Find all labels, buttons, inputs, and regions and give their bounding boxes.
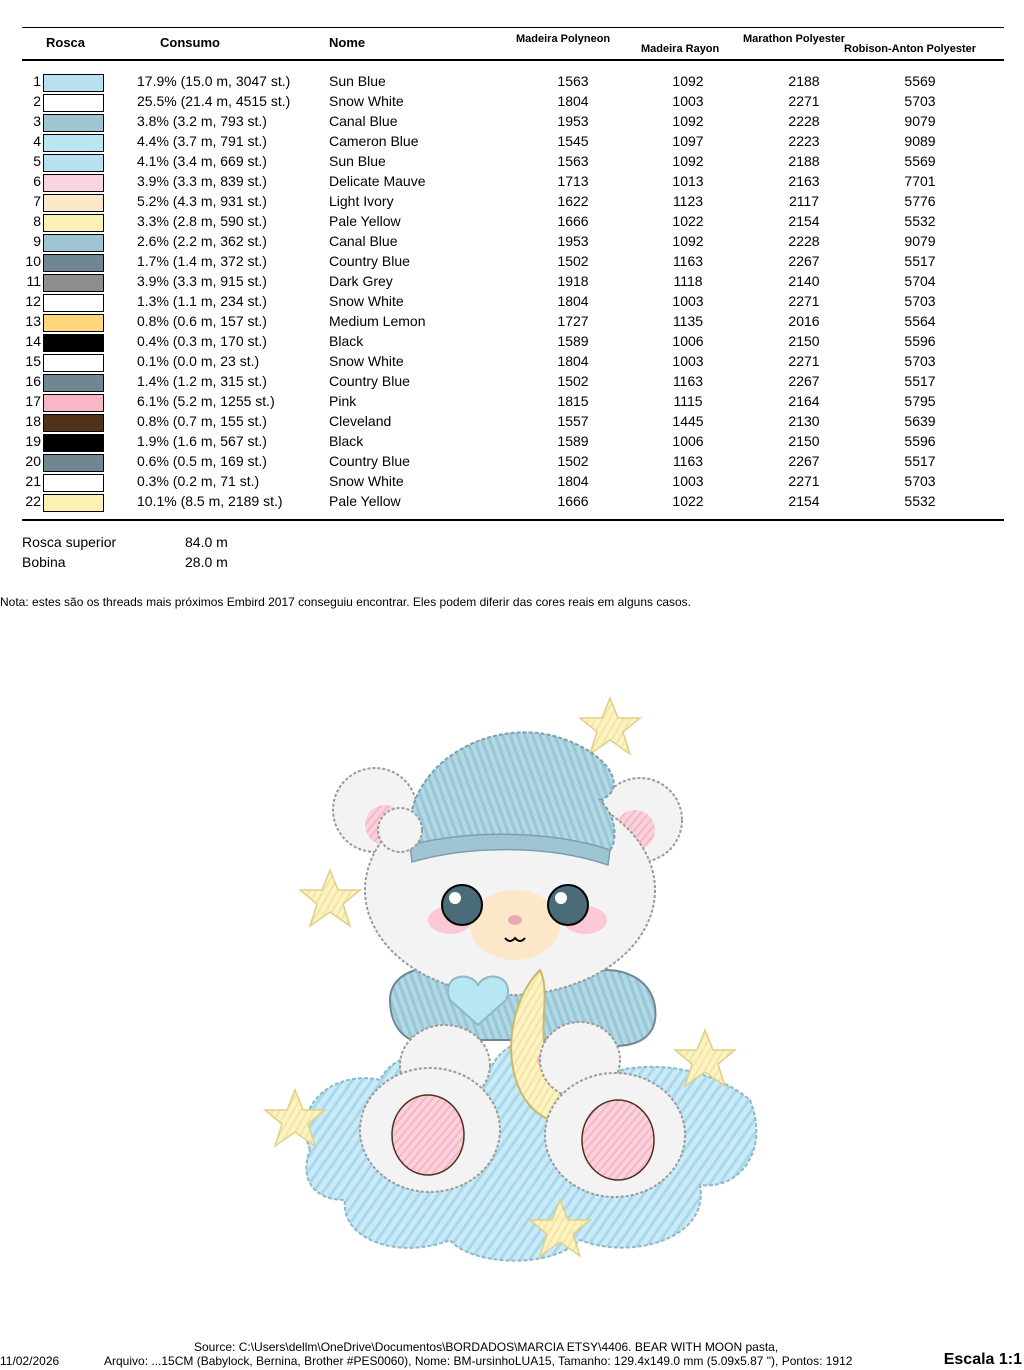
row-nome: Country Blue — [329, 253, 410, 269]
row-robison-anton: 5596 — [904, 433, 936, 449]
row-madeira-polyneon: 1545 — [557, 133, 589, 149]
row-madeira-polyneon: 1666 — [557, 493, 589, 509]
row-madeira-rayon: 1003 — [672, 93, 704, 109]
table-row — [0, 112, 1024, 132]
row-marathon-polyester: 2150 — [788, 333, 820, 349]
color-swatch — [43, 254, 104, 272]
row-nome: Country Blue — [329, 373, 410, 389]
header-madeira-rayon: Madeira Rayon — [641, 43, 720, 55]
row-robison-anton: 5703 — [904, 473, 936, 489]
row-marathon-polyester: 2271 — [788, 473, 820, 489]
color-swatch — [43, 274, 104, 292]
row-madeira-rayon: 1022 — [672, 213, 704, 229]
row-madeira-polyneon: 1804 — [557, 293, 589, 309]
row-consumo: 17.9% (15.0 m, 3047 st.) — [137, 73, 291, 89]
color-swatch — [43, 334, 104, 352]
row-number: 14 — [25, 333, 41, 349]
row-number: 8 — [33, 213, 41, 229]
row-consumo: 0.6% (0.5 m, 169 st.) — [137, 453, 267, 469]
row-nome: Pale Yellow — [329, 213, 401, 229]
row-madeira-rayon: 1163 — [672, 253, 704, 269]
row-nome: Medium Lemon — [329, 313, 426, 329]
row-consumo: 3.9% (3.3 m, 915 st.) — [137, 273, 267, 289]
row-madeira-polyneon: 1563 — [557, 153, 589, 169]
row-robison-anton: 5795 — [904, 393, 936, 409]
row-consumo: 5.2% (4.3 m, 931 st.) — [137, 193, 267, 209]
row-robison-anton: 5704 — [904, 273, 936, 289]
row-consumo: 1.4% (1.2 m, 315 st.) — [137, 373, 267, 389]
row-madeira-rayon: 1163 — [672, 373, 704, 389]
row-consumo: 25.5% (21.4 m, 4515 st.) — [137, 93, 291, 109]
row-number: 2 — [33, 93, 41, 109]
row-robison-anton: 5569 — [904, 153, 936, 169]
table-row — [0, 432, 1024, 452]
row-nome: Snow White — [329, 93, 404, 109]
row-marathon-polyester: 2267 — [788, 373, 820, 389]
color-swatch — [43, 314, 104, 332]
row-madeira-rayon: 1092 — [672, 233, 704, 249]
row-number: 18 — [25, 413, 41, 429]
row-robison-anton: 5532 — [904, 493, 936, 509]
row-marathon-polyester: 2267 — [788, 453, 820, 469]
row-marathon-polyester: 2271 — [788, 293, 820, 309]
row-marathon-polyester: 2228 — [788, 233, 820, 249]
row-robison-anton: 9079 — [904, 113, 936, 129]
row-nome: Canal Blue — [329, 233, 398, 249]
header-nome: Nome — [329, 35, 366, 50]
table-row — [0, 132, 1024, 152]
row-madeira-rayon: 1013 — [672, 173, 704, 189]
table-header-rule — [22, 59, 1004, 61]
table-bottom-rule — [22, 519, 1004, 521]
row-madeira-polyneon: 1815 — [557, 393, 589, 409]
row-marathon-polyester: 2271 — [788, 93, 820, 109]
row-consumo: 2.6% (2.2 m, 362 st.) — [137, 233, 267, 249]
row-nome: Sun Blue — [329, 153, 386, 169]
row-number: 16 — [25, 373, 41, 389]
row-consumo: 3.3% (2.8 m, 590 st.) — [137, 213, 267, 229]
bobina-value: 28.0 m — [185, 554, 228, 570]
color-swatch — [43, 474, 104, 492]
row-madeira-rayon: 1163 — [672, 453, 704, 469]
row-number: 20 — [25, 453, 41, 469]
note-text: Nota: estes são os threads mais próximos Embird 2017 conseguiu encontrar. Eles podem diferir das cores reais em alguns casos. — [0, 595, 692, 609]
row-robison-anton: 7701 — [904, 173, 936, 189]
row-madeira-rayon: 1135 — [672, 313, 704, 329]
table-row — [0, 192, 1024, 212]
row-madeira-polyneon: 1727 — [557, 313, 589, 329]
color-swatch — [43, 494, 104, 512]
row-madeira-polyneon: 1953 — [557, 233, 589, 249]
row-consumo: 0.3% (0.2 m, 71 st.) — [137, 473, 260, 489]
color-swatch — [43, 374, 104, 392]
row-nome: Black — [329, 433, 364, 449]
table-row — [0, 472, 1024, 492]
color-swatch — [43, 114, 104, 132]
color-swatch — [43, 74, 104, 92]
row-madeira-rayon: 1022 — [672, 493, 704, 509]
row-number: 3 — [33, 113, 41, 129]
row-marathon-polyester: 2223 — [788, 133, 820, 149]
table-row — [0, 332, 1024, 352]
color-swatch — [43, 294, 104, 312]
row-number: 17 — [25, 393, 41, 409]
row-madeira-rayon: 1003 — [672, 353, 704, 369]
row-madeira-polyneon: 1502 — [557, 453, 589, 469]
row-number: 10 — [25, 253, 41, 269]
embroidery-preview — [250, 680, 770, 1280]
row-marathon-polyester: 2188 — [788, 153, 820, 169]
row-madeira-polyneon: 1804 — [557, 353, 589, 369]
row-consumo: 0.1% (0.0 m, 23 st.) — [137, 353, 260, 369]
row-madeira-polyneon: 1557 — [557, 413, 589, 429]
row-nome: Canal Blue — [329, 113, 398, 129]
row-madeira-polyneon: 1502 — [557, 373, 589, 389]
row-number: 21 — [25, 473, 41, 489]
table-row — [0, 452, 1024, 472]
row-madeira-polyneon: 1953 — [557, 113, 589, 129]
bobina-label: Bobina — [22, 554, 66, 570]
row-nome: Dark Grey — [329, 273, 393, 289]
rosca-superior-value: 84.0 m — [185, 534, 228, 550]
thread-table — [0, 72, 1024, 512]
color-swatch — [43, 434, 104, 452]
night-cap — [409, 732, 614, 850]
row-consumo: 1.3% (1.1 m, 234 st.) — [137, 293, 267, 309]
color-swatch — [43, 354, 104, 372]
color-swatch — [43, 94, 104, 112]
row-nome: Pale Yellow — [329, 493, 401, 509]
row-consumo: 3.9% (3.3 m, 839 st.) — [137, 173, 267, 189]
row-nome: Cleveland — [329, 413, 392, 429]
row-number: 9 — [33, 233, 41, 249]
color-swatch — [43, 454, 104, 472]
row-madeira-rayon: 1003 — [672, 473, 704, 489]
row-madeira-rayon: 1092 — [672, 113, 704, 129]
row-madeira-rayon: 1115 — [673, 393, 703, 409]
row-consumo: 0.8% (0.7 m, 155 st.) — [137, 413, 267, 429]
row-robison-anton: 9089 — [904, 133, 936, 149]
row-madeira-rayon: 1006 — [672, 333, 704, 349]
row-madeira-polyneon: 1622 — [557, 193, 589, 209]
row-robison-anton: 5564 — [904, 313, 936, 329]
footer-source: Source: C:\Users\dellm\OneDrive\Documentos\BORDADOS\MARCIA ETSY\4406. BEAR WITH MOON pasta, — [194, 1340, 779, 1354]
header-robison-anton: Robison-Anton Polyester — [844, 43, 977, 55]
row-marathon-polyester: 2228 — [788, 113, 820, 129]
header-rosca: Rosca — [46, 35, 86, 50]
row-number: 13 — [25, 313, 41, 329]
color-swatch — [43, 414, 104, 432]
row-robison-anton: 5703 — [904, 93, 936, 109]
table-row — [0, 232, 1024, 252]
row-consumo: 1.7% (1.4 m, 372 st.) — [137, 253, 267, 269]
row-nome: Pink — [329, 393, 357, 409]
row-consumo: 4.1% (3.4 m, 669 st.) — [137, 153, 267, 169]
color-swatch — [43, 174, 104, 192]
row-robison-anton: 9079 — [904, 233, 936, 249]
color-swatch — [43, 134, 104, 152]
rosca-superior-label: Rosca superior — [22, 534, 117, 550]
row-marathon-polyester: 2016 — [788, 313, 820, 329]
row-madeira-rayon: 1006 — [672, 433, 704, 449]
row-robison-anton: 5596 — [904, 333, 936, 349]
row-nome: Black — [329, 333, 364, 349]
row-marathon-polyester: 2188 — [788, 73, 820, 89]
color-swatch — [43, 214, 104, 232]
header-madeira-polyneon: Madeira Polyneon — [516, 33, 611, 45]
row-robison-anton: 5703 — [904, 293, 936, 309]
table-top-rule — [22, 27, 1004, 28]
row-madeira-polyneon: 1502 — [557, 253, 589, 269]
row-nome: Country Blue — [329, 453, 410, 469]
row-madeira-rayon: 1003 — [672, 293, 704, 309]
row-madeira-polyneon: 1666 — [557, 213, 589, 229]
row-marathon-polyester: 2271 — [788, 353, 820, 369]
row-madeira-rayon: 1123 — [672, 193, 704, 209]
row-madeira-rayon: 1092 — [672, 153, 704, 169]
row-madeira-rayon: 1118 — [673, 273, 703, 289]
row-consumo: 4.4% (3.7 m, 791 st.) — [137, 133, 267, 149]
footer-arquivo: Arquivo: ...15CM (Babylock, Bernina, Brother #PES0060), Nome: BM-ursinhoLUA15, Tamanho: 129.4x149.0 mm (5.09x5.87 "), Pontos: 1912 — [104, 1354, 853, 1368]
table-row — [0, 352, 1024, 372]
row-robison-anton: 5639 — [904, 413, 936, 429]
row-nome: Cameron Blue — [329, 133, 419, 149]
table-row — [0, 392, 1024, 412]
table-row — [0, 212, 1024, 232]
row-number: 11 — [26, 273, 41, 289]
row-number: 6 — [33, 173, 41, 189]
row-nome: Delicate Mauve — [329, 173, 426, 189]
row-nome: Snow White — [329, 473, 404, 489]
row-marathon-polyester: 2130 — [788, 413, 820, 429]
row-marathon-polyester: 2163 — [788, 173, 820, 189]
row-number: 12 — [25, 293, 41, 309]
row-marathon-polyester: 2154 — [788, 493, 820, 509]
row-marathon-polyester: 2117 — [788, 193, 820, 209]
row-consumo: 3.8% (3.2 m, 793 st.) — [137, 113, 267, 129]
table-row — [0, 292, 1024, 312]
footer-scale: Escala 1:1 — [943, 1351, 1022, 1368]
row-number: 19 — [25, 433, 41, 449]
table-row — [0, 372, 1024, 392]
footer-date: 11/02/2026 — [0, 1354, 60, 1368]
table-row — [0, 172, 1024, 192]
row-madeira-polyneon: 1713 — [557, 173, 589, 189]
row-consumo: 10.1% (8.5 m, 2189 st.) — [137, 493, 283, 509]
header-consumo: Consumo — [160, 35, 220, 50]
row-marathon-polyester: 2164 — [788, 393, 820, 409]
row-robison-anton: 5569 — [904, 73, 936, 89]
color-swatch — [43, 394, 104, 412]
row-nome: Snow White — [329, 293, 404, 309]
row-madeira-rayon: 1097 — [672, 133, 704, 149]
row-madeira-rayon: 1445 — [672, 413, 704, 429]
row-marathon-polyester: 2140 — [788, 273, 820, 289]
row-marathon-polyester: 2267 — [788, 253, 820, 269]
row-marathon-polyester: 2154 — [788, 213, 820, 229]
row-number: 7 — [33, 193, 41, 209]
row-consumo: 0.8% (0.6 m, 157 st.) — [137, 313, 267, 329]
row-number: 1 — [33, 73, 41, 89]
star-shape — [580, 698, 640, 754]
row-robison-anton: 5776 — [904, 193, 936, 209]
row-number: 15 — [25, 353, 41, 369]
row-robison-anton: 5517 — [904, 453, 936, 469]
row-madeira-polyneon: 1804 — [557, 93, 589, 109]
row-robison-anton: 5532 — [904, 213, 936, 229]
row-number: 22 — [25, 493, 41, 509]
table-row — [0, 412, 1024, 432]
row-consumo: 1.9% (1.6 m, 567 st.) — [137, 433, 267, 449]
star-shape — [300, 870, 360, 926]
row-madeira-polyneon: 1563 — [557, 73, 589, 89]
table-row — [0, 312, 1024, 332]
color-swatch — [43, 154, 104, 172]
row-madeira-polyneon: 1589 — [557, 333, 589, 349]
row-madeira-rayon: 1092 — [672, 73, 704, 89]
row-nome: Light Ivory — [329, 193, 394, 209]
row-number: 4 — [33, 133, 41, 149]
row-consumo: 0.4% (0.3 m, 170 st.) — [137, 333, 267, 349]
row-robison-anton: 5517 — [904, 253, 936, 269]
table-row — [0, 152, 1024, 172]
row-marathon-polyester: 2150 — [788, 433, 820, 449]
row-madeira-polyneon: 1589 — [557, 433, 589, 449]
row-madeira-polyneon: 1918 — [557, 273, 589, 289]
table-row — [0, 272, 1024, 292]
table-row — [0, 92, 1024, 112]
row-nome: Sun Blue — [329, 73, 386, 89]
header-marathon-polyester: Marathon Polyester — [743, 33, 846, 45]
color-swatch — [43, 194, 104, 212]
row-nome: Snow White — [329, 353, 404, 369]
row-robison-anton: 5703 — [904, 353, 936, 369]
row-number: 5 — [33, 153, 41, 169]
table-row — [0, 252, 1024, 272]
row-consumo: 6.1% (5.2 m, 1255 st.) — [137, 393, 275, 409]
table-row — [0, 72, 1024, 92]
table-row — [0, 492, 1024, 512]
row-robison-anton: 5517 — [904, 373, 936, 389]
color-swatch — [43, 234, 104, 252]
row-madeira-polyneon: 1804 — [557, 473, 589, 489]
